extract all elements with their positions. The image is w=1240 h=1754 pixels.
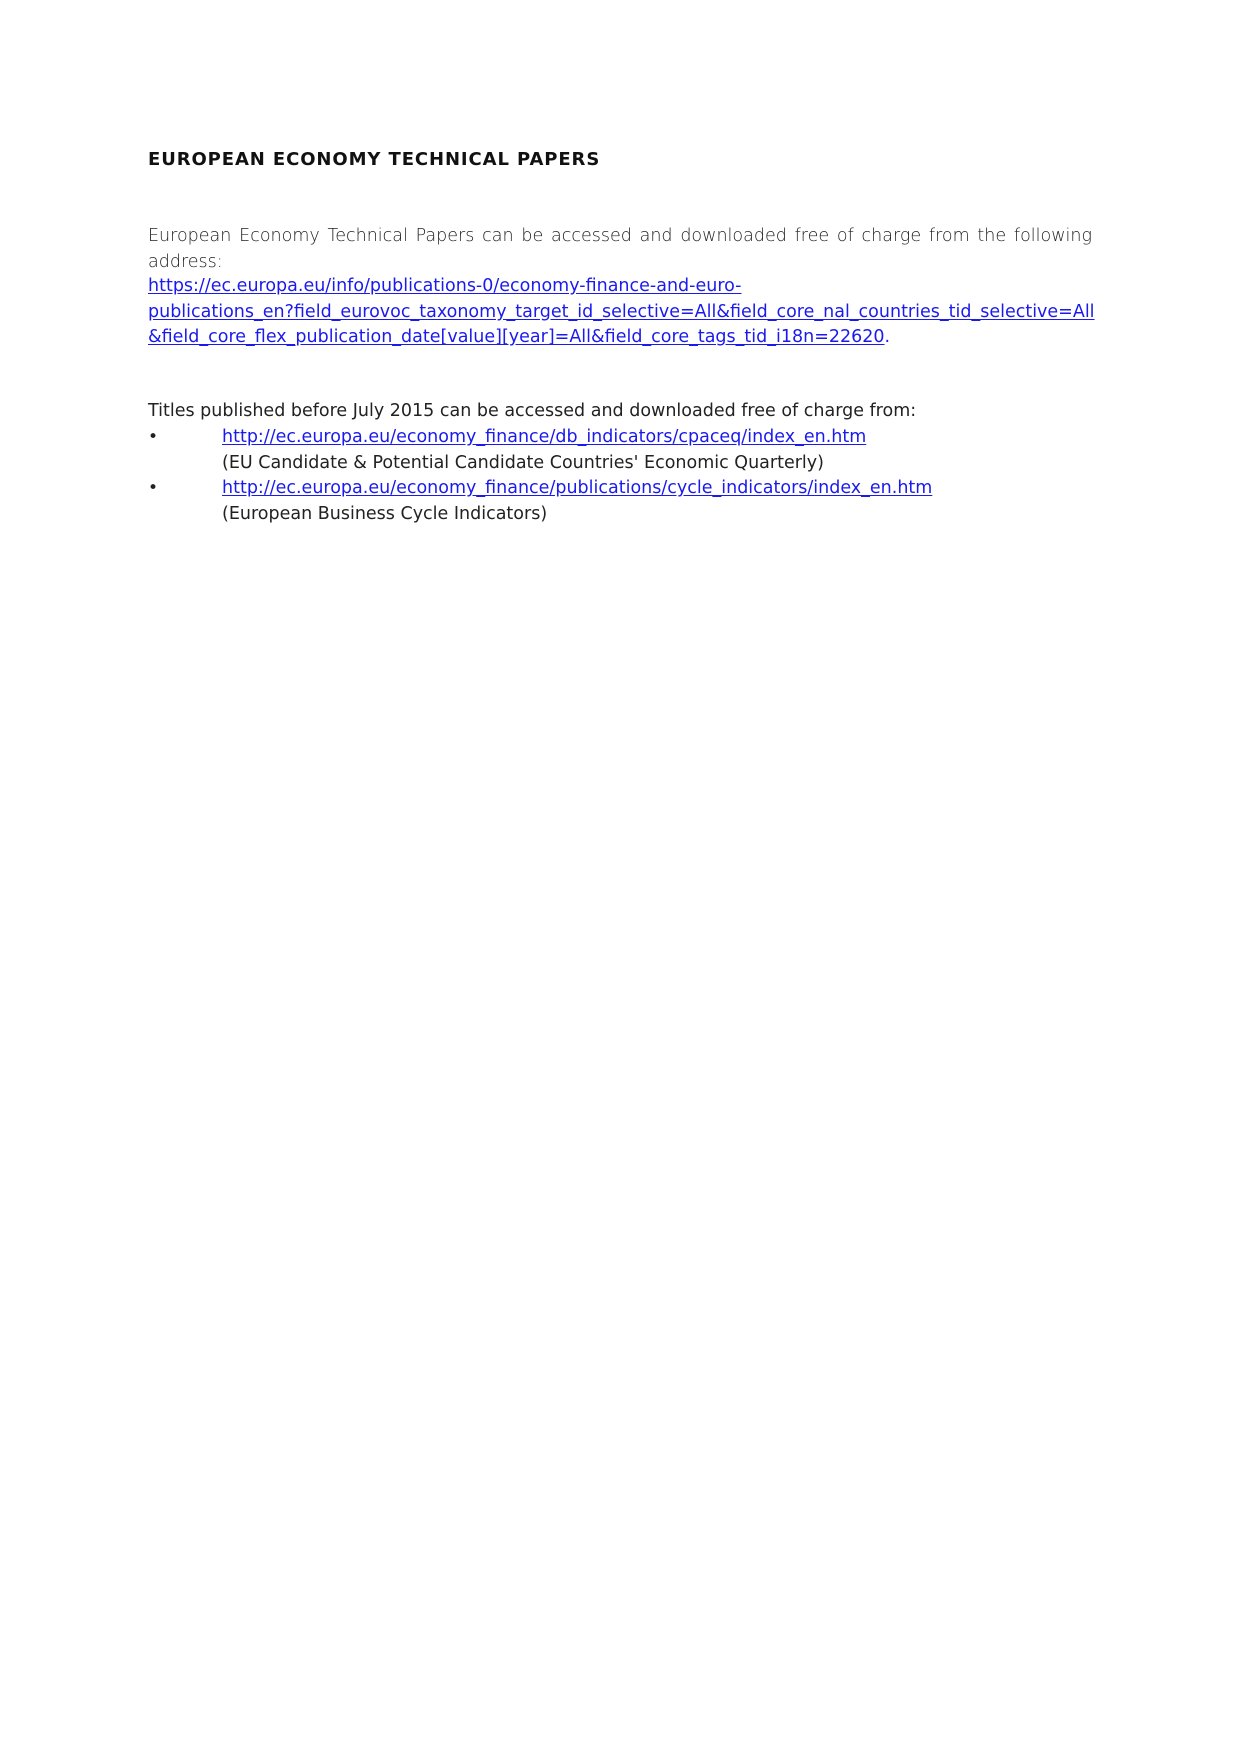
bullet-icon: • bbox=[148, 478, 159, 498]
intro-paragraph: European Economy Technical Papers can be accessed and downloaded free of charge from the following address: bbox=[148, 226, 1092, 272]
before-2015-paragraph: Titles published before July 2015 can be accessed and downloaded free of charge from: bbox=[148, 401, 917, 421]
publications-link-line-3[interactable]: &field_core_flex_publication_date[value][year]=All&field_core_tags_tid_i18n=22620 bbox=[148, 327, 885, 347]
publications-link-line-1[interactable]: https://ec.europa.eu/info/publications-0/economy-finance-and-euro- bbox=[148, 276, 742, 296]
publications-url[interactable] bbox=[148, 274, 1095, 351]
cpaceq-caption: (EU Candidate & Potential Candidate Countries' Economic Quarterly) bbox=[222, 452, 824, 473]
list-item bbox=[148, 476, 1092, 527]
document-page bbox=[148, 0, 1095, 1754]
cycle-indicators-caption: (European Business Cycle Indicators) bbox=[222, 503, 548, 524]
page-title: EUROPEAN ECONOMY TECHNICAL PAPERS bbox=[148, 149, 601, 170]
bullet-icon: • bbox=[148, 427, 159, 447]
url-period: . bbox=[884, 327, 891, 347]
cpaceq-link[interactable]: http://ec.europa.eu/economy_finance/db_indicators/cpaceq/index_en.htm bbox=[222, 427, 867, 447]
archive-links-list bbox=[148, 425, 1092, 527]
cycle-indicators-link[interactable]: http://ec.europa.eu/economy_finance/publications/cycle_indicators/index_en.htm bbox=[222, 478, 933, 498]
list-item bbox=[148, 425, 1092, 476]
publications-link-line-2[interactable]: publications_en?field_eurovoc_taxonomy_target_id_selective=All&field_core_nal_countries_tid_selective=All bbox=[148, 301, 1095, 322]
